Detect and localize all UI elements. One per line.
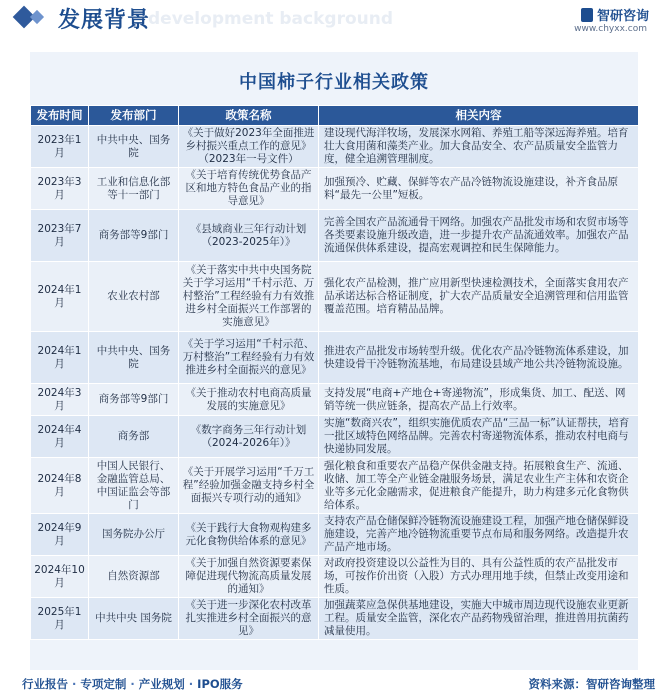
cell-content: 推进农产品批发市场转型升级。优化农产品冷链物流体系建设，加快建设骨干冷链物流基地，布局建设县域产地公共冷链物流设施。 bbox=[319, 332, 639, 384]
table-row bbox=[31, 262, 639, 332]
cell-content: 支持农产品仓储保鲜冷链物流设施建设工程，加强产地仓储保鲜设施建设，完善产地冷链物流重要节点布局和服务网络。改造提升农产品产地市场。 bbox=[319, 514, 639, 556]
cell-content: 对政府投资建设以公益性为目的、具有公益性质的农产品批发市场，可按作价出资（入股）方式办理用地手续，但禁止改变用途和性质。 bbox=[319, 556, 639, 598]
cell-content: 建设现代海洋牧场，发展深水网箱、养殖工船等深远海养殖。培育壮大食用菌和藻类产业。加大食品安全、农产品质量安全监管力度，健全追溯管理制度。 bbox=[319, 126, 639, 168]
table-row bbox=[31, 168, 639, 210]
footer-tag: 产业规划 bbox=[138, 677, 185, 691]
source-note: 资料来源：智研咨询整理 bbox=[528, 677, 655, 691]
cell-policy-name: 《关于开展学习运用“千万工程”经验加强金融支持乡村全面振兴专项行动的通知》 bbox=[179, 458, 319, 514]
footer-tags: 行业报告 · 专项定制 · 产业规划 · IPO服务 bbox=[22, 677, 243, 691]
cell-content: 加强蔬菜应急保供基地建设，实施大中城市周边现代设施农业更新工程。质量安全监管，深化农产品药物残留治理，推进兽用抗菌药减量使用。 bbox=[319, 598, 639, 640]
cell-content: 完善全国农产品流通骨干网络。加强农产品批发市场和农贸市场等各类要素设施升级改造，进一步提升农产品流通效率。加强农产品流通保供体系建设，提高宏观调控和民生保障能力。 bbox=[319, 210, 639, 262]
cell-dept: 商务部等9部门 bbox=[89, 210, 179, 262]
cell-time: 2024年1月 bbox=[31, 332, 89, 384]
table-header-row bbox=[31, 106, 639, 126]
cell-time: 2024年1月 bbox=[31, 262, 89, 332]
section-title: 发展背景 bbox=[58, 8, 151, 33]
cell-policy-name: 《关于培育传统优势食品产区和地方特色食品产业的指导意见》 bbox=[179, 168, 319, 210]
cell-time: 2023年3月 bbox=[31, 168, 89, 210]
cell-dept: 商务部等9部门 bbox=[89, 384, 179, 416]
cell-policy-name: 《关于推动农村电商高质量发展的实施意见》 bbox=[179, 384, 319, 416]
footer-tag: IPO服务 bbox=[197, 677, 243, 691]
cell-policy-name: 《关于践行大食物观构建多元化食物供给体系的意见》 bbox=[179, 514, 319, 556]
table-row bbox=[31, 384, 639, 416]
table-row bbox=[31, 514, 639, 556]
footer-bar bbox=[0, 671, 669, 697]
policy-card bbox=[30, 52, 638, 670]
cell-dept: 中共中央 国务院 bbox=[89, 598, 179, 640]
table-row bbox=[31, 458, 639, 514]
cell-time: 2024年10月 bbox=[31, 556, 89, 598]
cell-dept: 商务部 bbox=[89, 416, 179, 458]
diamond-accent-icon bbox=[30, 10, 44, 24]
policy-table bbox=[30, 105, 639, 640]
card-title: 中国柿子行业相关政策 bbox=[239, 72, 429, 93]
cell-time: 2024年8月 bbox=[31, 458, 89, 514]
cell-policy-name: 《关于做好2023年全面推进乡村振兴重点工作的意见》（2023年一号文件） bbox=[179, 126, 319, 168]
cell-dept: 中共中央、国务院 bbox=[89, 126, 179, 168]
header-bar bbox=[0, 0, 669, 38]
cell-time: 2025年1月 bbox=[31, 598, 89, 640]
table-row bbox=[31, 416, 639, 458]
cell-content: 加强预冷、贮藏、保鲜等农产品冷链物流设施建设，补齐食品原料“最先一公里”短板。 bbox=[319, 168, 639, 210]
table-row bbox=[31, 598, 639, 640]
table-row bbox=[31, 210, 639, 262]
cell-policy-name: 《数字商务三年行动计划（2024-2026年）》 bbox=[179, 416, 319, 458]
brand-logo bbox=[581, 5, 649, 24]
table-row bbox=[31, 332, 639, 384]
footer-tag: 行业报告 bbox=[22, 677, 68, 691]
cell-dept: 中国人民银行、金融监管总局、中国证监会等部门 bbox=[89, 458, 179, 514]
cell-policy-name: 《关于落实中共中央国务院关于学习运用“千村示范、万村整治”工程经验有力有效推进乡村全面振兴工作部署的实施意见》 bbox=[179, 262, 319, 332]
cell-policy-name: 《关于加强自然资源要素保障促进现代物流高质量发展的通知》 bbox=[179, 556, 319, 598]
brand-name: 智研咨询 bbox=[596, 9, 649, 24]
cell-content: 支持发展“电商+产地仓+寄递物流”，形成集货、加工、配送、网销等统一供应链条，提高农产品上行效率。 bbox=[319, 384, 639, 416]
cell-content: 强化粮食和重要农产品稳产保供金融支持。拓展粮食生产、流通、收储、加工等全产业链金融服务场景，满足农业生产主体和农资企业等多元化金融需求，促进粮食产能提升，助力构建多元化食物供给体系。 bbox=[319, 458, 639, 514]
cell-content: 强化农产品检测，推广应用新型快速检测技术，全面落实食用农产品承诺达标合格证制度，扩大农产品质量安全追溯管理和信用监管覆盖范围。培育精品品牌。 bbox=[319, 262, 639, 332]
cell-dept: 中共中央、国务院 bbox=[89, 332, 179, 384]
cell-content: 实施“数商兴农”，组织实施优质农产品“三品一标”认证帮扶，培育一批区域特色网络品牌。完善农村寄递物流体系，推动农村电商与快递协同发展。 bbox=[319, 416, 639, 458]
cell-dept: 自然资源部 bbox=[89, 556, 179, 598]
brand-url[interactable]: www.chyxx.com bbox=[574, 24, 647, 34]
cell-policy-name: 《关于学习运用“千村示范、万村整治”工程经验有力有效推进乡村全面振兴的意见》 bbox=[179, 332, 319, 384]
cell-time: 2024年9月 bbox=[31, 514, 89, 556]
column-header-time: 发布时间 bbox=[31, 106, 89, 126]
cell-dept: 农业农村部 bbox=[89, 262, 179, 332]
footer-tag: 专项定制 bbox=[80, 677, 127, 691]
cell-dept: 工业和信息化部等十一部门 bbox=[89, 168, 179, 210]
cell-time: 2024年4月 bbox=[31, 416, 89, 458]
section-subtitle: development background bbox=[148, 9, 394, 29]
cell-policy-name: 《县域商业三年行动计划（2023-2025年）》 bbox=[179, 210, 319, 262]
cell-time: 2023年7月 bbox=[31, 210, 89, 262]
cell-dept: 国务院办公厅 bbox=[89, 514, 179, 556]
table-row bbox=[31, 556, 639, 598]
column-header-name: 政策名称 bbox=[179, 106, 319, 126]
cell-time: 2023年1月 bbox=[31, 126, 89, 168]
column-header-dept: 发布部门 bbox=[89, 106, 179, 126]
table-row bbox=[31, 126, 639, 168]
cell-time: 2024年3月 bbox=[31, 384, 89, 416]
brand-icon bbox=[581, 8, 593, 22]
column-header-content: 相关内容 bbox=[319, 106, 639, 126]
cell-policy-name: 《关于进一步深化农村改革 扎实推进乡村全面振兴的意见》 bbox=[179, 598, 319, 640]
